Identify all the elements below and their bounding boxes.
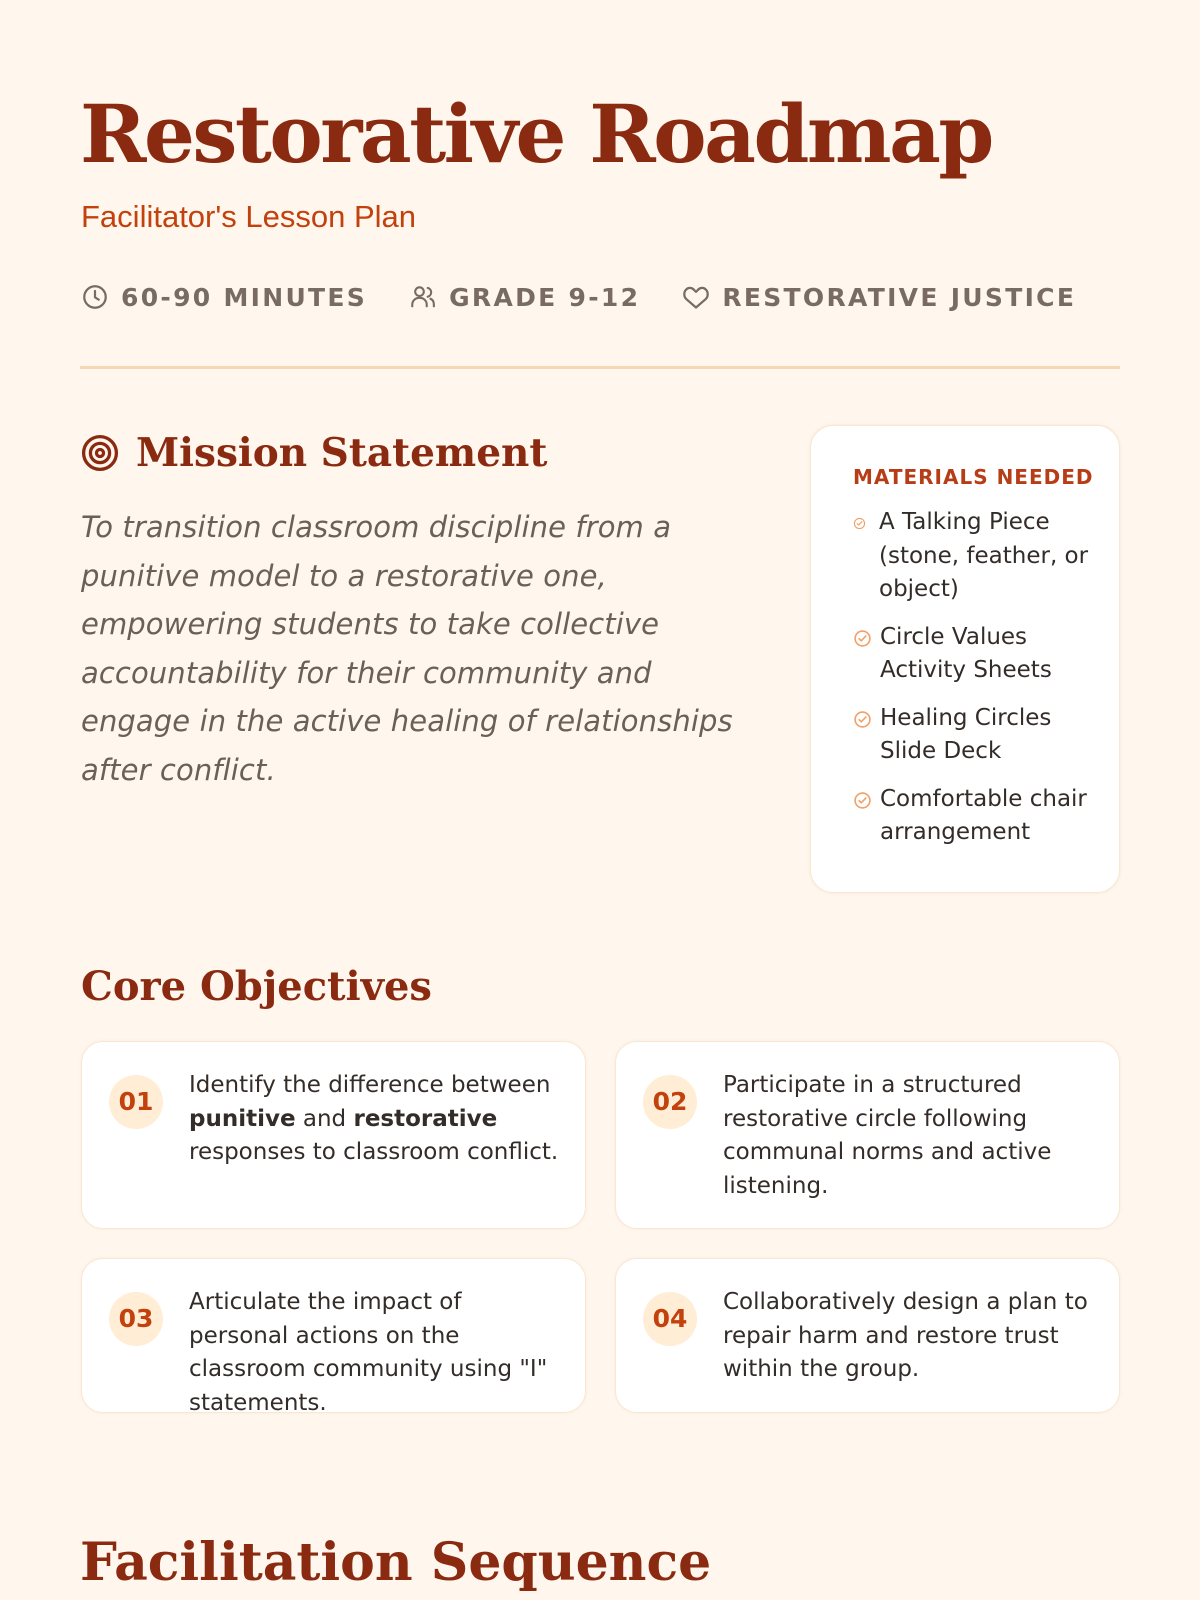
- circle-check-icon: [853, 629, 872, 648]
- objective-card: [81, 1258, 586, 1416]
- objective-number-badge: 03: [109, 1292, 163, 1346]
- objective-text-part: Identify the difference between: [189, 1072, 551, 1098]
- header-divider: [80, 366, 1120, 369]
- page-subtitle: Facilitator's Lesson Plan: [81, 199, 417, 234]
- material-text: Circle Values Activity Sheets: [880, 623, 1052, 683]
- objective-number-badge: 04: [643, 1292, 697, 1346]
- objective-card: [81, 1041, 586, 1229]
- page-title: Restorative Roadmap: [80, 87, 992, 181]
- material-text: Healing Circles Slide Deck: [880, 704, 1052, 764]
- mission-statement: To transition classroom discipline from a punitive model to a restorative one, empowering students to take collective accountability for their community and engage in the active healing of relationships after conflict.: [81, 510, 733, 787]
- objective-text-part: and: [295, 1105, 354, 1132]
- lesson-meta-row: [81, 280, 1118, 314]
- material-text: A Talking Piece (stone, feather, or object): [879, 509, 1089, 602]
- objective-text: Participate in a structured restorative circle following communal norms and active listening.: [723, 1072, 1052, 1199]
- objective-number-badge: 01: [109, 1075, 163, 1129]
- material-item: [853, 621, 1099, 688]
- mission-heading-text: Mission Statement: [136, 430, 548, 476]
- objective-emphasis: punitive: [189, 1105, 296, 1132]
- objective-text: [189, 1069, 559, 1170]
- material-item: [853, 702, 1099, 769]
- users-icon: [409, 283, 437, 311]
- material-text: Comfortable chair arrangement: [880, 785, 1087, 845]
- materials-card: [810, 425, 1120, 893]
- heart-icon: [682, 283, 710, 311]
- objective-text: Collaboratively design a plan to repair harm and restore trust within the group.: [723, 1289, 1088, 1382]
- objective-emphasis: restorative: [353, 1105, 498, 1132]
- material-item: [853, 783, 1099, 850]
- mission-heading: [80, 428, 547, 478]
- duration-label: 60-90 MINUTES: [121, 282, 368, 312]
- material-item: [853, 506, 1099, 607]
- duration-meta: [81, 283, 367, 312]
- topic-label: RESTORATIVE JUSTICE: [722, 282, 1077, 312]
- objective-card: [615, 1258, 1120, 1413]
- objective-text-part: responses to classroom conflict.: [189, 1139, 559, 1165]
- circle-check-icon: [853, 710, 872, 729]
- circle-check-icon: [853, 517, 866, 530]
- objective-text: Articulate the impact of personal actions on the classroom community using "I" statements.: [189, 1289, 548, 1416]
- topic-meta: [682, 283, 1076, 312]
- materials-list: [853, 506, 1099, 850]
- circle-check-icon: [853, 791, 872, 810]
- target-icon: [80, 433, 120, 473]
- grade-meta: [409, 283, 640, 312]
- facilitation-sequence-heading: Facilitation Sequence: [80, 1532, 712, 1593]
- core-objectives-heading: Core Objectives: [81, 963, 432, 1010]
- materials-title: MATERIALS NEEDED: [853, 465, 1094, 489]
- clock-icon: [81, 283, 109, 311]
- objective-card: [615, 1041, 1120, 1229]
- grade-label: GRADE 9-12: [449, 282, 641, 312]
- objective-number-badge: 02: [643, 1075, 697, 1129]
